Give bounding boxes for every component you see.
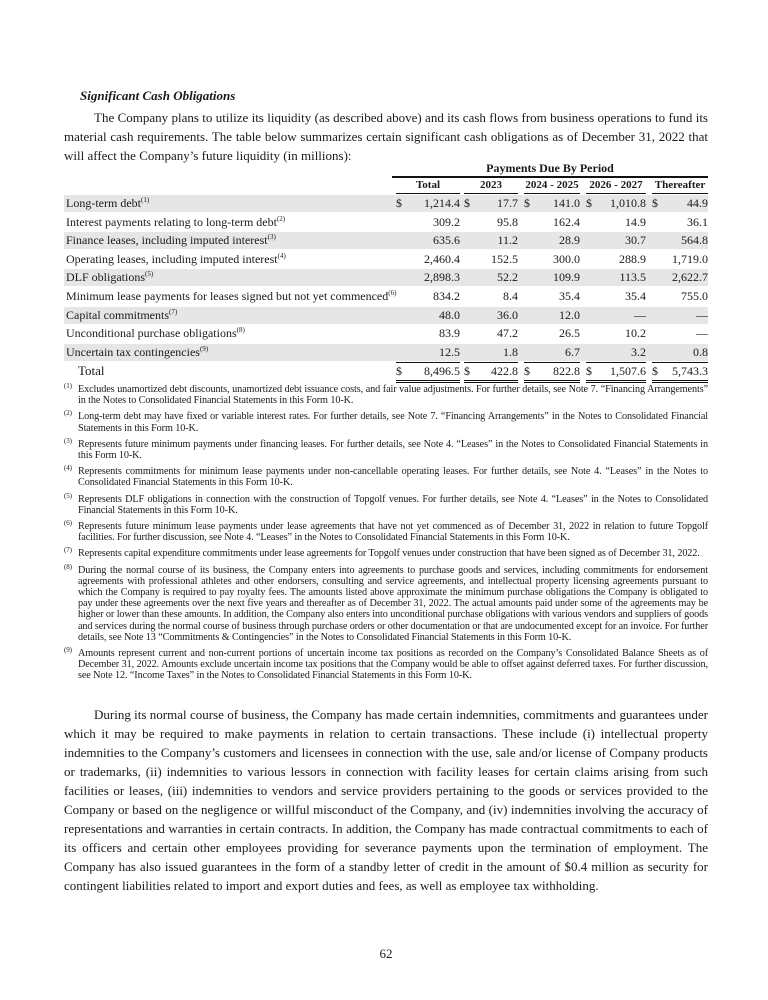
value-cell	[464, 232, 518, 249]
table-row	[64, 251, 708, 268]
footnote-text: Long-term debt may have fixed or variable interest rates. For further details, see Note 7. “Financing Arrangements” in the Notes to Consolidated Financial Statements in this Form 10-K.	[78, 411, 708, 434]
cell-value: 12.5	[439, 344, 460, 359]
row-label: Interest payments relating to long-term debt$^{(2)}$	[66, 214, 286, 229]
cell-value: 0.8	[693, 344, 708, 359]
value-cell	[586, 214, 646, 231]
value-cell	[464, 214, 518, 231]
cell-value: 26.5	[559, 326, 580, 341]
cell-value: 5,743.3	[672, 364, 708, 379]
currency-symbol: $	[586, 196, 592, 210]
value-cell	[464, 269, 518, 286]
cell-value: 11.2	[497, 233, 518, 248]
column-header: 2026 - 2027	[586, 178, 646, 194]
cell-value: 48.0	[439, 307, 460, 322]
footnote	[64, 411, 708, 433]
row-label: Uncertain tax contingencies$^{(9)}$	[66, 344, 209, 359]
cell-value: 47.2	[497, 326, 518, 341]
value-cell	[586, 232, 646, 249]
value-cell	[396, 195, 460, 212]
cell-value: 113.5	[619, 270, 646, 285]
value-cell	[524, 344, 580, 361]
row-label: Unconditional purchase obligations$^{(8)}$	[66, 326, 245, 341]
footnote-mark: (7)	[64, 546, 72, 555]
footnote-mark: (9)	[64, 646, 72, 655]
value-cell	[464, 307, 518, 324]
column-header: 2023	[464, 178, 518, 194]
value-cell	[464, 325, 518, 342]
value-cell	[524, 288, 580, 305]
footnote-ref: (9)	[199, 344, 209, 353]
cell-value: 2,460.4	[424, 251, 460, 266]
value-cell	[586, 325, 646, 342]
footnote-mark: (8)	[64, 562, 72, 571]
footnote-mark: (4)	[64, 464, 72, 473]
cell-value: 109.9	[553, 270, 580, 285]
footnote-ref: (4)	[277, 251, 286, 260]
cell-value: —	[696, 307, 708, 322]
cell-value: 1.8	[503, 344, 518, 359]
value-cell	[586, 344, 646, 361]
cell-value: 288.9	[619, 251, 646, 266]
value-cell	[586, 251, 646, 268]
value-cell	[652, 195, 708, 212]
footnote	[64, 491, 708, 516]
row-label: Capital commitments$^{(7)}$	[66, 307, 178, 322]
cell-value: 17.7	[497, 196, 518, 210]
row-label: Total	[78, 363, 105, 379]
column-header: Total	[396, 178, 460, 194]
cell-value: 8,496.5	[424, 364, 460, 379]
footnote-ref: (1)	[140, 196, 150, 204]
currency-symbol: $	[396, 364, 402, 379]
value-cell	[652, 307, 708, 324]
cell-value: 152.5	[491, 251, 518, 266]
value-cell	[524, 307, 580, 324]
footnote-text: During the normal course of its business, the Company enters into agreements to purchase goods and services, including commitments for endorsement agreements with professional athletes and other endorsers, consulting and service agreements, and intellectual property licensing agreements pursuant to which the Company is required to pay royalty fees. The amounts listed above approximate the minimum purchase obligations the Company is obligated to pay under these agreements over the next five years and thereafter as of December 31, 2022. The actual amounts paid under some of the agreements may be higher or lower than these amounts. In addition, the Company also enters into unconditional purchase obligations with various vendors and suppliers of goods and services during the normal course of business through purchase orders or other documentation or that are undocumented except for an invoice. For further details, see Note 13 “Commitments & Contingencies” in the Notes to Consolidated Financial Statements in this Form 10-K.	[78, 564, 708, 643]
cell-value: 1,507.6	[610, 364, 646, 379]
footnote	[64, 562, 708, 643]
total-row	[64, 362, 708, 379]
footnote-ref: (5)	[145, 270, 154, 279]
footnote-text: Represents future minimum payments under financing leases. For further details, see Note 4. “Leases” in the Notes to Consolidated Financial Statements in this Form 10-K.	[78, 438, 708, 462]
row-label: Operating leases, including imputed interest$^{(4)}$	[66, 251, 286, 266]
cell-value: 1,214.4	[424, 196, 460, 210]
cell-value: 1,719.0	[672, 251, 708, 266]
page-number: 62	[379, 946, 393, 961]
column-header: 2024 - 2025	[524, 178, 580, 194]
value-cell	[464, 288, 518, 305]
cell-value: 2,622.7	[672, 270, 708, 285]
table-row	[64, 325, 708, 342]
footnote-ref: (2)	[276, 214, 286, 223]
value-cell	[396, 214, 460, 231]
footnote	[64, 466, 708, 488]
indemnities-paragraph: During its normal course of business, the Company has made certain indemnities, commitments and guarantees under which it may be required to make payments in relation to certain transactions. These include (i) intellectual property indemnities to the Company’s customers and licensees in connection with the use, sale and/or license of Company products or trademarks, (ii) indemnities to various lessors in connection with facility leases for certain claims arising from such facilities or leases, (iii) indemnities to vendors and service providers pertaining to the goods or services provided to the Company or based on the negligence or willful misconduct of the Company, and (iv) indemnities involving the accuracy of representations and warranties in certain contracts. In addition, the Company has made contractual commitments to each of its officers and certain other employees providing for severance payments upon the termination of employment. The Company has also issued guarantees in the form of a standby letter of credit in the amount of $0.4 million as security for contingent liabilities related to import and export duties and fees, as well as employee tax withholding.	[64, 707, 708, 893]
table-row	[64, 195, 708, 212]
footnote-text: Represents capital expenditure commitments under lease agreements for Topgolf venues under construction that have been signed as of December 31, 2022.	[78, 548, 700, 560]
table-row	[64, 344, 708, 361]
footnote-text: Excludes unamortized debt discounts, unamortized debt issuance costs, and fair value adjustments. For further details, see Note 7. “Financing Arrangements” in the Notes to Consolidated Financial Statements in this Form 10-K.	[78, 384, 708, 407]
footnote-mark: (5)	[64, 491, 72, 500]
footnote-mark: (6)	[64, 519, 72, 528]
cell-value: 3.2	[631, 344, 646, 359]
cell-value: 12.0	[559, 307, 580, 322]
footnote	[64, 436, 708, 462]
value-cell	[524, 251, 580, 268]
cell-value: 14.9	[625, 214, 646, 229]
row-label: Finance leases, including imputed interest$^{(3)}$	[66, 233, 276, 248]
table-row	[64, 269, 708, 286]
value-cell	[396, 288, 460, 305]
cell-value: 822.8	[553, 364, 580, 379]
value-cell	[652, 251, 708, 268]
footnote	[64, 548, 708, 559]
cell-value: 35.4	[625, 289, 646, 303]
cell-value: 162.4	[553, 214, 580, 229]
cell-value: 36.1	[687, 214, 708, 229]
cell-value: 2,898.3	[424, 270, 460, 285]
footnote	[64, 384, 708, 406]
value-cell	[586, 269, 646, 286]
value-cell	[464, 251, 518, 268]
cell-value: 28.9	[559, 233, 580, 248]
payments-due-header: Payments Due By Period	[392, 160, 708, 178]
cell-value: —	[696, 326, 708, 341]
cell-value: 30.7	[625, 233, 646, 248]
currency-symbol: $	[464, 364, 470, 379]
cell-value: 1,010.8	[610, 196, 646, 210]
cell-value: 300.0	[553, 251, 580, 266]
footnote	[64, 648, 708, 682]
cell-value: 95.8	[497, 214, 518, 229]
cell-value: 10.2	[625, 326, 646, 341]
cell-value: 564.8	[681, 233, 708, 248]
currency-symbol: $	[524, 364, 530, 379]
value-cell	[652, 288, 708, 305]
intro-paragraph: The Company plans to utilize its liquidity (as described above) and its cash flows from business operations to fund its material cash requirements. The table below summarizes certain significant cash obligations as of December 31, 2022 that will affect the Company’s future liquidity (in millions):	[64, 110, 708, 163]
cell-value: 635.6	[433, 233, 460, 248]
value-cell	[396, 307, 460, 324]
footnote-text: Represents DLF obligations in connection with the construction of Topgolf venues. For further details, see Note 4. “Leases” in the Notes to Consolidated Financial Statements in this Form 10-K.	[78, 493, 708, 516]
row-label: Long-term debt$^{(1)}$	[66, 196, 150, 210]
value-cell	[464, 195, 518, 212]
currency-symbol: $	[652, 364, 658, 379]
footnote-ref: (7)	[168, 307, 178, 316]
footnote-mark: (1)	[64, 382, 72, 390]
footnote-ref: (6)	[388, 289, 397, 297]
cell-value: 44.9	[687, 196, 708, 210]
value-cell	[652, 362, 708, 383]
value-cell	[652, 344, 708, 361]
cell-value: —	[634, 307, 646, 322]
cell-value: 83.9	[439, 326, 460, 341]
cell-value: 141.0	[553, 196, 580, 210]
value-cell	[586, 288, 646, 305]
cell-value: 8.4	[503, 289, 518, 303]
cell-value: 834.2	[433, 289, 460, 303]
value-cell	[524, 232, 580, 249]
row-label: DLF obligations$^{(5)}$	[66, 270, 154, 285]
value-cell	[396, 232, 460, 249]
column-header: Thereafter	[652, 178, 708, 194]
value-cell	[524, 214, 580, 231]
footnote-text: Represents future minimum lease payments under lease agreements that have not yet commenced as of December 31, 2022 in relation to future Topgolf facilities. For further discussion, see Note 4. “Leases” in the Notes to Consolidated Financial Statements in this Form 10-K.	[78, 521, 708, 544]
currency-symbol: $	[464, 196, 470, 210]
cell-value: 36.0	[497, 307, 518, 322]
value-cell	[586, 362, 646, 383]
cell-value: 755.0	[681, 289, 708, 303]
value-cell	[524, 195, 580, 212]
value-cell	[396, 325, 460, 342]
value-cell	[396, 251, 460, 268]
cell-value: 52.2	[497, 270, 518, 285]
value-cell	[396, 362, 460, 383]
currency-symbol: $	[524, 196, 530, 210]
value-cell	[464, 344, 518, 361]
value-cell	[586, 195, 646, 212]
value-cell	[652, 214, 708, 231]
footnote-text: Amounts represent current and non-current portions of uncertain income tax positions as recorded on the Company’s Consolidated Balance Sheets as of December 31, 2022. Amounts exclude uncertain income tax positions that the Company would be able to offset against deferred taxes. For further discussion, see Note 12. “Income Taxes” in the Notes to Consolidated Financial Statements in this Form 10-K.	[78, 648, 708, 682]
footnotes	[64, 384, 708, 687]
cell-value: 309.2	[433, 214, 460, 229]
footnote-mark: (3)	[64, 436, 72, 445]
value-cell	[464, 362, 518, 383]
value-cell	[652, 325, 708, 342]
footnote-ref: (8)	[236, 326, 245, 335]
value-cell	[652, 269, 708, 286]
value-cell	[396, 269, 460, 286]
value-cell	[586, 307, 646, 324]
footnote-ref: (3)	[267, 233, 276, 242]
currency-symbol: $	[652, 196, 658, 210]
table-row	[64, 307, 708, 324]
section-title: Significant Cash Obligations	[80, 88, 236, 103]
footnote-mark: (2)	[64, 409, 72, 418]
value-cell	[524, 362, 580, 383]
footnote	[64, 521, 708, 543]
cell-value: 422.8	[491, 364, 518, 379]
currency-symbol: $	[586, 364, 592, 379]
table-row	[64, 288, 708, 305]
cell-value: 35.4	[559, 289, 580, 303]
table-row	[64, 232, 708, 249]
value-cell	[652, 232, 708, 249]
row-label: Minimum lease payments for leases signed but not yet commenced$^{(6)}$	[66, 289, 397, 303]
value-cell	[524, 325, 580, 342]
value-cell	[524, 269, 580, 286]
currency-symbol: $	[396, 196, 402, 210]
table-row	[64, 214, 708, 231]
value-cell	[396, 344, 460, 361]
cell-value: 6.7	[565, 344, 580, 359]
footnote-text: Represents commitments for minimum lease payments under non-cancellable operating leases. For further details, see Note 4. “Leases” in the Notes to Consolidated Financial Statements in this Form 10-K.	[78, 466, 708, 489]
